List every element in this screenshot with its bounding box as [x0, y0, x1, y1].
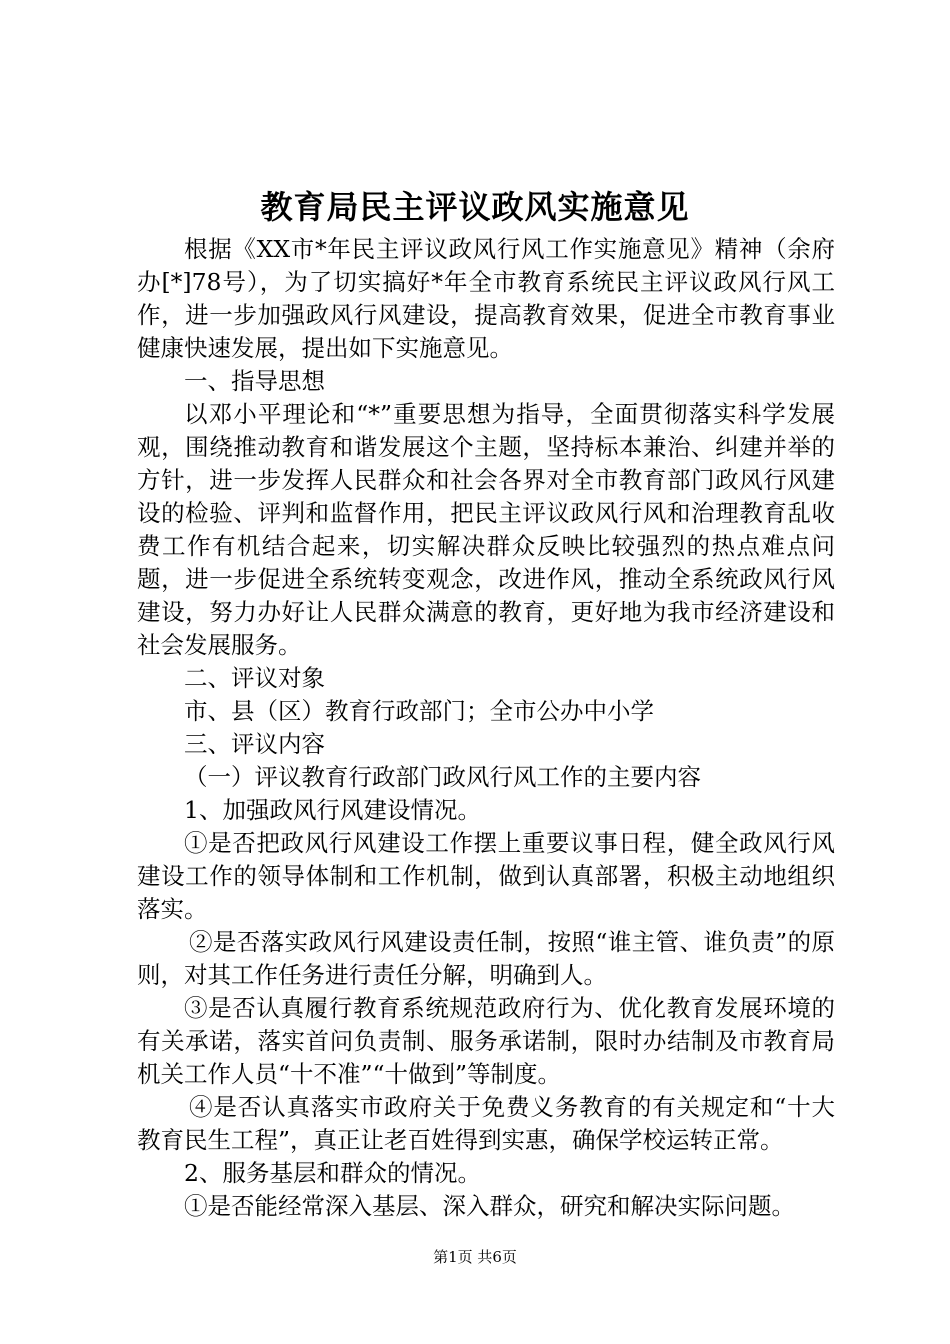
- list-item: ②是否落实政风行风建设责任制，按照“谁主管、谁负责”的原则，对其工作任务进行责任分解，明确到人。: [137, 928, 835, 989]
- list-item: ①是否把政风行风建设工作摆上重要议事日程，健全政风行风建设工作的领导体制和工作机制，做到认真部署，积极主动地组织落实。: [137, 829, 835, 923]
- list-item: ①是否能经常深入基层、深入群众，研究和解决实际问题。: [184, 1192, 795, 1220]
- section-heading-review-targets: 二、评议对象: [184, 664, 325, 692]
- list-item: ③是否认真履行教育系统规范政府行为、优化教育发展环境的有关承诺，落实首问负责制、服务承诺制，限时办结制及市教育局机关工作人员“十不准”“十做到”等制度。: [137, 994, 835, 1088]
- document-body: [137, 233, 835, 1223]
- review-targets-paragraph: 市、县（区）教育行政部门；全市公办中小学: [184, 697, 654, 725]
- document-title: 教育局民主评议政风实施意见: [260, 188, 690, 226]
- list-item-heading: 1、加强政风行风建设情况。: [184, 796, 481, 824]
- page-number: 第1页 共6页: [433, 1248, 517, 1266]
- subsection-heading: （一）评议教育行政部门政风行风工作的主要内容: [184, 763, 701, 791]
- intro-paragraph: 根据《XX市*年民主评议政风行风工作实施意见》精神（余府办[*]78号），为了切实搞好*年全市教育系统民主评议政风行风工作，进一步加强政风行风建设，提高教育效果，促进全市教育事业健康快速发展，提出如下实施意见。: [137, 235, 835, 362]
- guiding-thought-paragraph: 以邓小平理论和“*”重要思想为指导，全面贯彻落实科学发展观，围绕推动教育和谐发展这个主题，坚持标本兼治、纠建并举的方针，进一步发挥人民群众和社会各界对全市教育部门政风行风建设的检验、评判和监督作用，把民主评议政风行风和治理教育乱收费工作有机结合起来，切实解决群众反映比较强烈的热点难点问题，进一步促进全系统转变观念，改进作风，推动全系统政风行风建设，努力办好让人民群众满意的教育，更好地为我市经济建设和社会发展服务。: [137, 400, 835, 659]
- section-heading-guiding-thought: 一、指导思想: [184, 367, 325, 395]
- list-item-heading: 2、服务基层和群众的情况。: [184, 1159, 481, 1187]
- section-heading-review-content: 三、评议内容: [184, 730, 325, 758]
- list-item: ④是否认真落实市政府关于免费义务教育的有关规定和“十大教育民生工程”，真正让老百姓得到实惠，确保学校运转正常。: [137, 1093, 835, 1154]
